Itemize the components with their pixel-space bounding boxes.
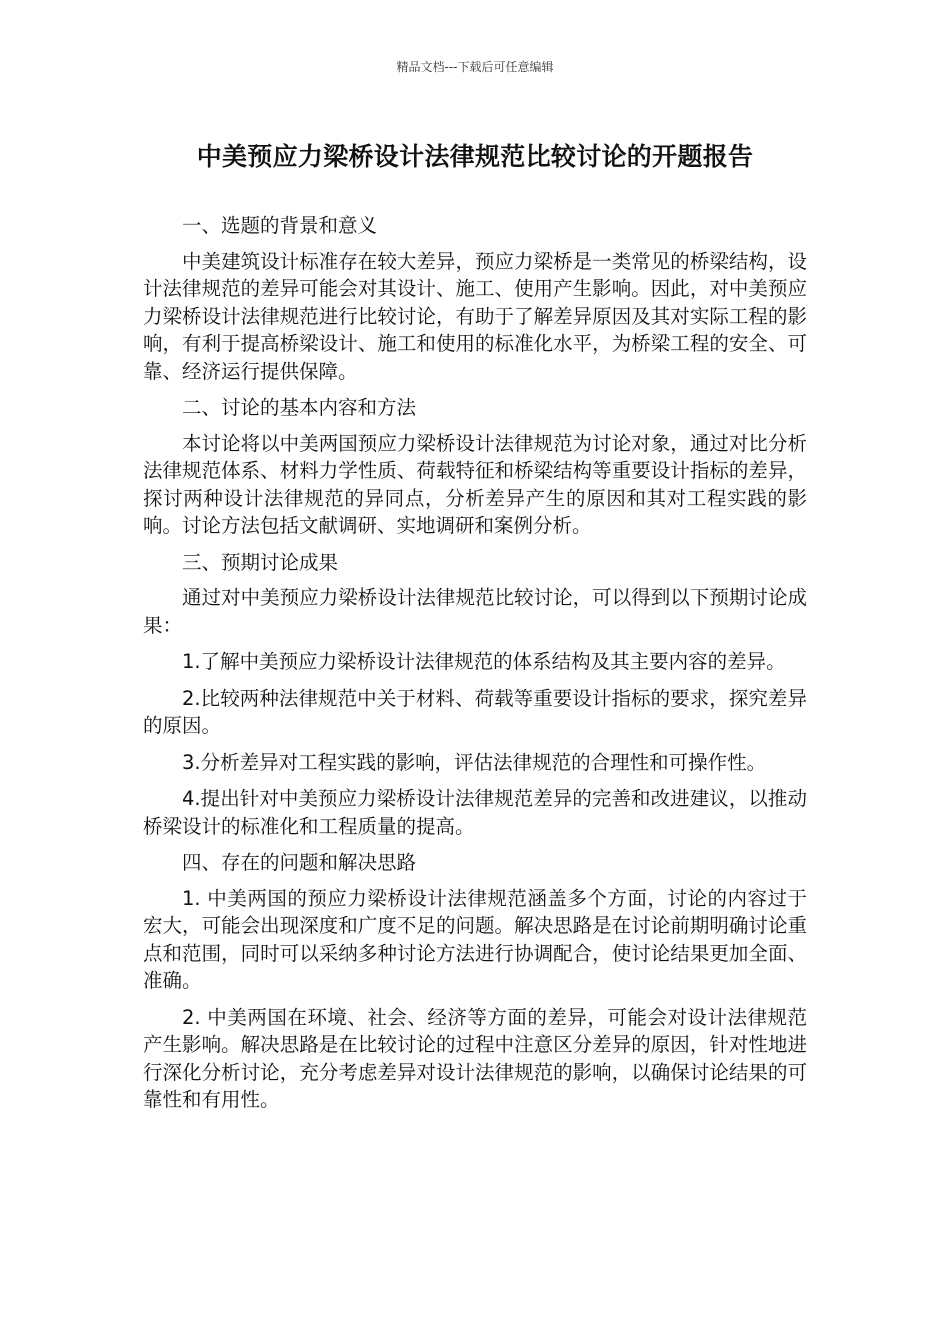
list-item: 2. 中美两国在环境、社会、经济等方面的差异，可能会对设计法律规范产生影响。解决思路是在比较讨论的过程中注意区分差异的原因，针对性地进行深化分析讨论，充分考虑差异对设计法律规范的影响，以确保讨论结果的可靠性和有用性。 [143,1005,807,1111]
paragraph: 中美建筑设计标准存在较大差异，预应力梁桥是一类常见的桥梁结构，设计法律规范的差异可能会对其设计、施工、使用产生影响。因此，对中美预应力梁桥设计法律规范进行比较讨论，有助于了解差异原因及其对实际工程的影响，有利于提高桥梁设计、施工和使用的标准化水平，为桥梁工程的安全、可靠、经济运行提供保障。 [143,249,807,383]
list-item: 1. 中美两国的预应力梁桥设计法律规范涵盖多个方面，讨论的内容过于宏大，可能会出现深度和广度不足的问题。解决思路是在讨论前期明确讨论重点和范围，同时可以采纳多种讨论方法进行协调配合，使讨论结果更加全面、准确。 [143,886,807,992]
section-heading: 二、讨论的基本内容和方法 [182,396,417,419]
header-note: 精品文档---下载后可任意编辑 [396,60,554,74]
list-item: 1.了解中美预应力梁桥设计法律规范的体系结构及其主要内容的差异。 [182,650,786,673]
list-item: 4.提出针对中美预应力梁桥设计法律规范差异的完善和改进建议，以推动桥梁设计的标准化和工程质量的提高。 [143,787,807,838]
section-heading: 四、存在的问题和解决思路 [182,851,417,874]
paragraph: 本讨论将以中美两国预应力梁桥设计法律规范为讨论对象，通过对比分析法律规范体系、材料力学性质、荷载特征和桥梁结构等重要设计指标的差异，探讨两种设计法律规范的异同点，分析差异产生的原因和其对工程实践的影响。讨论方法包括文献调研、实地调研和案例分析。 [143,431,807,537]
document-body [143,212,807,1123]
list-item: 2.比较两种法律规范中关于材料、荷载等重要设计指标的要求，探究差异的原因。 [143,686,807,737]
document-title: 中美预应力梁桥设计法律规范比较讨论的开题报告 [196,142,754,171]
paragraph: 通过对中美预应力梁桥设计法律规范比较讨论，可以得到以下预期讨论成果： [143,586,807,637]
list-item: 3.分析差异对工程实践的影响，评估法律规范的合理性和可操作性。 [182,750,767,774]
section-heading: 三、预期讨论成果 [182,550,339,574]
section-heading: 一、选题的背景和意义 [182,214,378,237]
